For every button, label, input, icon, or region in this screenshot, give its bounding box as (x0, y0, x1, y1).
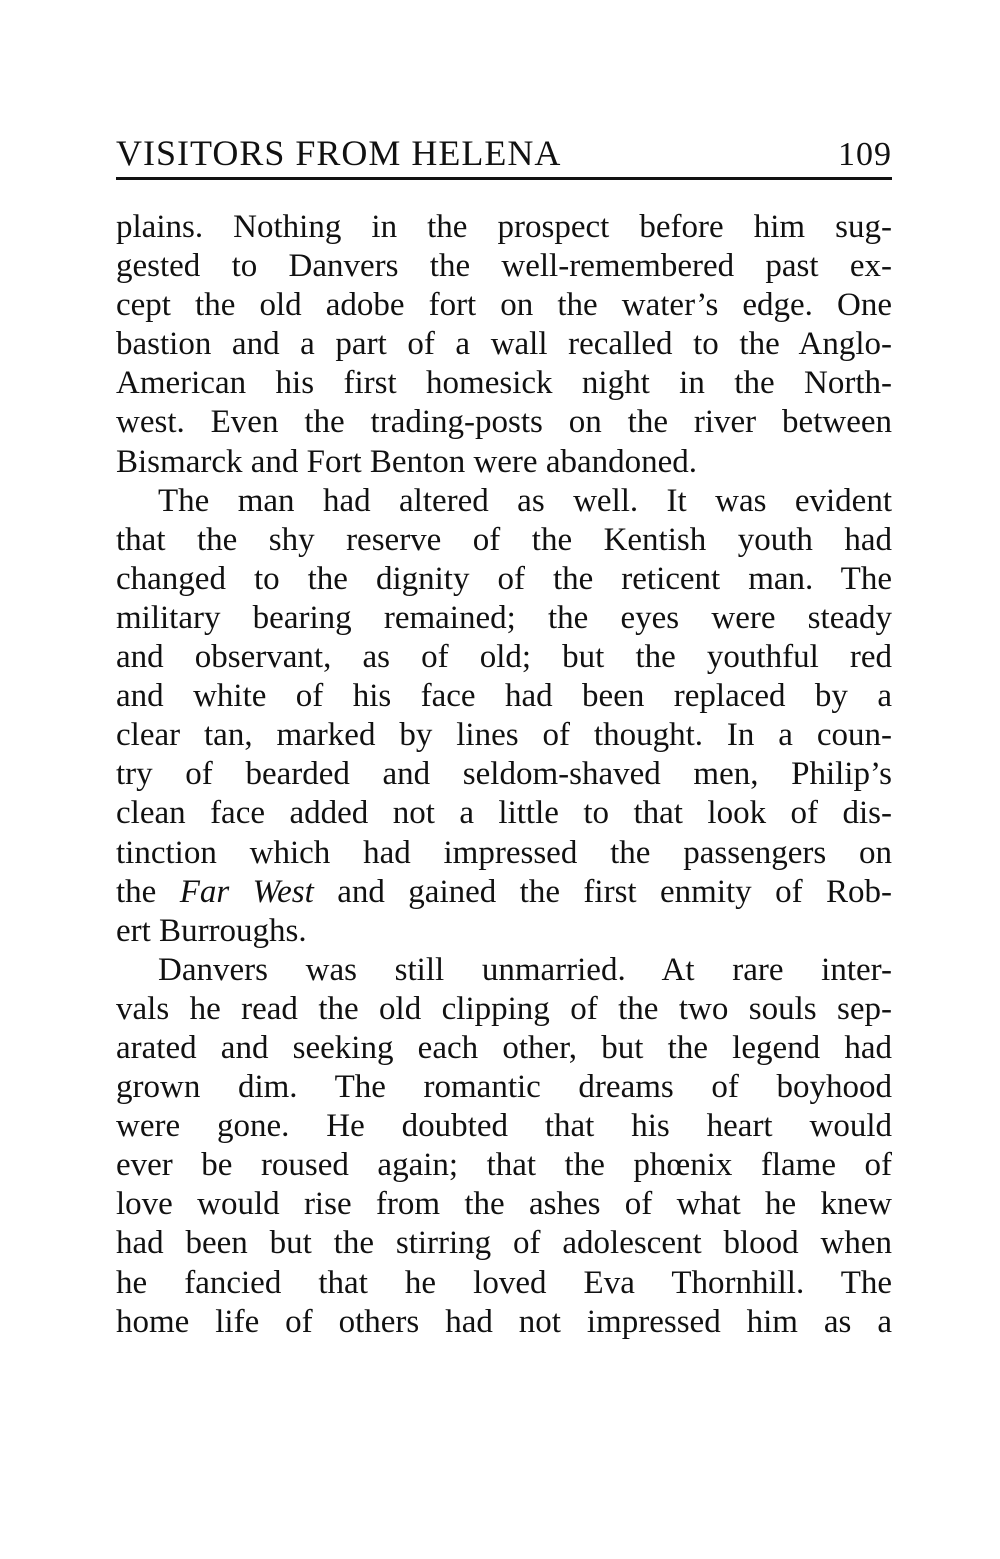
text-line: arated and seeking each other, but the legend had (116, 1029, 892, 1066)
text-line: try of bearded and seldom-shaved men, Philip’s (116, 756, 892, 793)
ship-name-italic: Far West (179, 873, 314, 910)
paragraph-start-line: Danvers was still unmarried. At rare inter- (158, 951, 892, 988)
text-line: and observant, as of old; but the youthful red (116, 639, 892, 676)
text-line: Bismarck and Fort Benton were abandoned. (116, 443, 698, 480)
text-run: the (116, 873, 180, 910)
text-line: clear tan, marked by lines of thought. In a coun- (116, 717, 892, 754)
text-line: love would rise from the ashes of what he knew (116, 1186, 892, 1223)
body-text (116, 208, 892, 1342)
text-line: were gone. He doubted that his heart would (116, 1108, 892, 1145)
text-line: changed to the dignity of the reticent man. The (116, 560, 892, 597)
text-line: bastion and a part of a wall recalled to the Anglo- (116, 326, 892, 363)
text-line: had been but the stirring of adolescent blood when (116, 1225, 892, 1262)
text-line: west. Even the trading-posts on the river between (116, 404, 892, 441)
paragraph-start-line: The man had altered as well. It was evident (158, 482, 892, 519)
text-line: home life of others had not impressed him as a (116, 1303, 892, 1340)
text-line: gested to Danvers the well-remembered past ex- (116, 248, 892, 285)
text-line: ever be roused again; that the phœnix flame of (116, 1147, 892, 1184)
text-line: tinction which had impressed the passengers on (116, 834, 892, 871)
text-line: plains. Nothing in the prospect before him sug- (116, 209, 892, 245)
running-head (116, 126, 892, 174)
running-title: VISITORS FROM HELENA (116, 133, 562, 173)
text-line: military bearing remained; the eyes were steady (116, 599, 892, 636)
header-rule (116, 177, 892, 180)
text-line: cept the old adobe fort on the water’s edge. One (116, 287, 892, 324)
text-line: that the shy reserve of the Kentish youth had (116, 521, 892, 558)
text-line: grown dim. The romantic dreams of boyhood (116, 1069, 892, 1106)
text-line: American his first homesick night in the North- (116, 365, 892, 402)
text-line: he fancied that he loved Eva Thornhill. The (116, 1264, 892, 1301)
text-line: clean face added not a little to that look of dis- (116, 795, 892, 832)
text-line: vals he read the old clipping of the two souls sep- (116, 990, 892, 1027)
text-line: ert Burroughs. (116, 912, 307, 949)
text-run: and gained the first enmity of Rob- (313, 873, 892, 910)
text-line: and white of his face had been replaced by a (116, 678, 892, 715)
text-line-with-italic (116, 873, 892, 912)
page-number: 109 (838, 136, 892, 173)
